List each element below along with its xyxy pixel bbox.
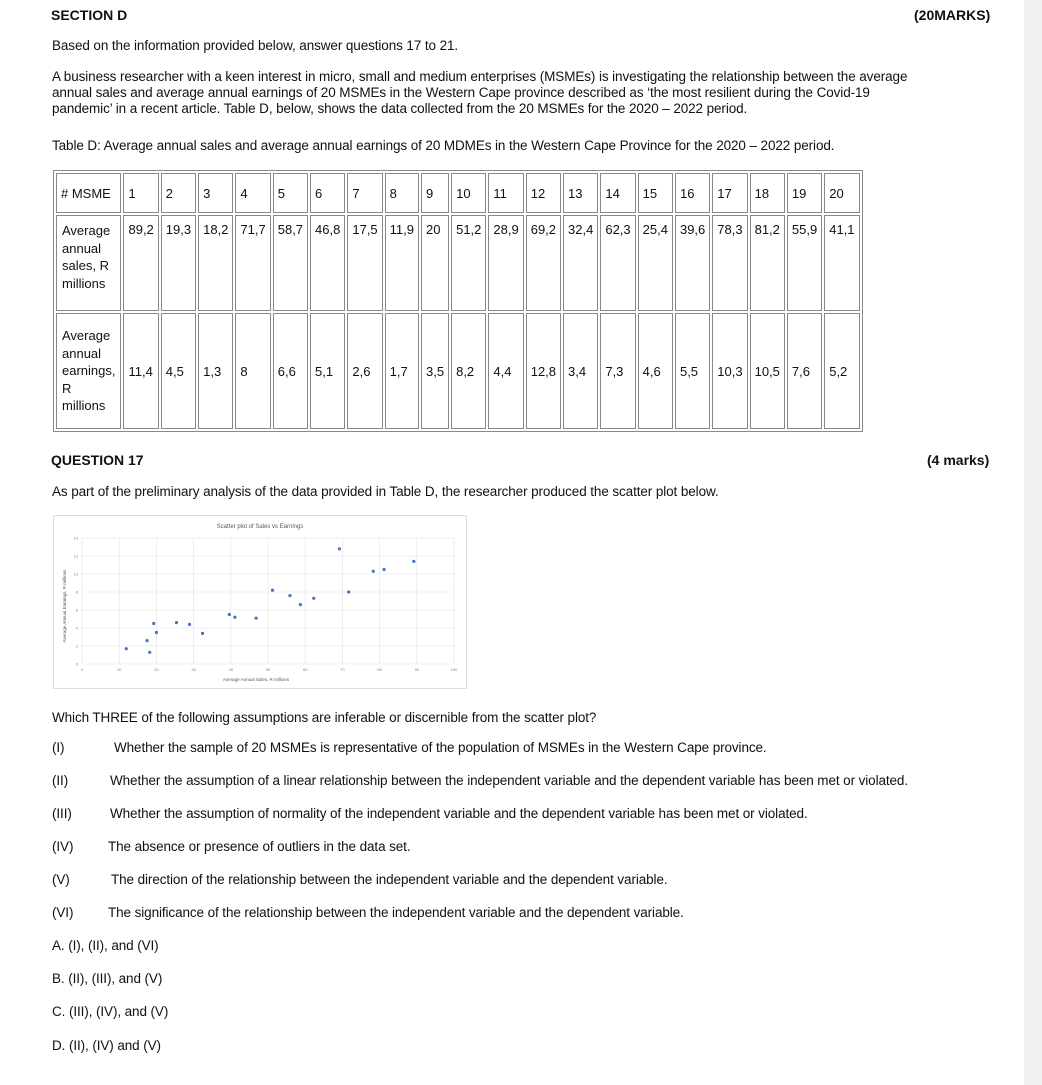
label-line: annual (62, 240, 102, 256)
id-cell: 12 (526, 173, 561, 213)
label-line: Average (62, 223, 111, 238)
y-tick-label: 8 (75, 589, 78, 595)
earnings-cell: 3,5 (421, 313, 449, 429)
sales-cell: 81,2 (750, 215, 785, 311)
scatter-point (372, 570, 375, 573)
chart-x-axis-label: Average Annual Sales, R millions (222, 677, 290, 682)
sales-cell: 39,6 (675, 215, 710, 311)
sales-cell: 11,9 (385, 215, 419, 311)
item-text: Whether the sample of 20 MSMEs is representative of the population of MSMEs in the Western Cape province. (114, 740, 767, 755)
scatter-point (175, 621, 178, 624)
label-line: millions (62, 275, 106, 291)
header-label-cell (56, 173, 121, 213)
scatter-point (254, 617, 257, 620)
id-cell: 2 (161, 173, 196, 213)
id-cell: 7 (347, 173, 382, 213)
header-label: # MSME (61, 185, 111, 201)
label-line: annual (62, 345, 102, 361)
sales-cell: 58,7 (273, 215, 308, 311)
section-marks: (20MARKS) (914, 7, 991, 23)
scatter-chart (53, 515, 467, 689)
earnings-cell: 5,1 (310, 313, 345, 429)
x-tick-label: 10 (116, 667, 122, 672)
sales-cell: 55,9 (787, 215, 822, 311)
scatter-point (299, 603, 302, 606)
sales-cell: 69,2 (526, 215, 561, 311)
sales-cell: 25,4 (638, 215, 673, 311)
earnings-row (56, 313, 860, 429)
item-num: (III) (52, 806, 72, 821)
id-cell: 5 (273, 173, 308, 213)
earnings-cell: 4,5 (161, 313, 196, 429)
scatter-point (152, 622, 155, 625)
question-title: QUESTION 17 (51, 452, 144, 468)
scatter-point (201, 632, 204, 635)
sales-cell: 46,8 (310, 215, 345, 311)
id-cell: 9 (421, 173, 449, 213)
scatter-point (233, 616, 236, 619)
answer-option-c[interactable]: C. (III), (IV), and (V) (52, 1004, 169, 1019)
id-cell: 4 (235, 173, 270, 213)
table-caption: Table D: Average annual sales and average annual earnings of 20 MDMEs in the Western Cape Province for the 2020 – 2022 period. (52, 138, 835, 153)
scatter-point (412, 560, 415, 563)
y-tick-label: 12 (73, 553, 78, 559)
earnings-cell: 1,3 (198, 313, 233, 429)
scatter-plot-svg (54, 516, 466, 688)
context-line: pandemic’ in a recent article. Table D, below, shows the data collected from the 20 MSMEs for the 2020 – 2022 period. (52, 101, 748, 116)
y-tick-label: 0 (75, 661, 78, 667)
earnings-cell: 5,5 (675, 313, 710, 429)
earnings-cell: 2,6 (347, 313, 382, 429)
context-paragraph (52, 69, 907, 117)
x-tick-label: 0 (80, 667, 84, 672)
y-tick-label: 6 (75, 607, 78, 613)
sales-cell: 89,2 (123, 215, 158, 311)
sales-cell: 20 (421, 215, 449, 311)
y-tick-label: 14 (73, 535, 78, 541)
sales-cell: 71,7 (235, 215, 270, 311)
scatter-point (188, 623, 191, 626)
table-header-row (56, 173, 860, 213)
sales-cell: 51,2 (451, 215, 486, 311)
scatter-point (155, 631, 158, 634)
x-tick-label: 70 (340, 667, 345, 672)
sales-cell: 41,1 (824, 215, 859, 311)
id-cell: 3 (198, 173, 233, 213)
scatter-point (312, 597, 315, 600)
x-tick-label: 40 (228, 667, 234, 672)
sales-label-cell (56, 215, 121, 311)
question-text: As part of the preliminary analysis of the data provided in Table D, the researcher produced the scatter plot below. (52, 484, 719, 499)
earnings-cell: 7,6 (787, 313, 822, 429)
earnings-cell: 8 (235, 313, 270, 429)
scatter-point (148, 651, 151, 654)
id-cell: 18 (750, 173, 785, 213)
item-num: (I) (52, 740, 65, 755)
label-line: R (62, 380, 72, 396)
x-tick-label: 90 (414, 667, 420, 672)
scatter-point (338, 547, 341, 550)
intro-text: Based on the information provided below, answer questions 17 to 21. (52, 38, 459, 53)
id-cell: 6 (310, 173, 345, 213)
scatter-point (146, 639, 149, 642)
earnings-label-cell (56, 313, 121, 429)
scatter-point (382, 568, 385, 571)
y-tick-label: 2 (75, 643, 78, 649)
x-tick-label: 20 (154, 667, 159, 672)
id-cell: 11 (488, 173, 523, 213)
id-cell: 10 (451, 173, 486, 213)
id-cell: 15 (638, 173, 673, 213)
question-prompt: Which THREE of the following assumptions are inferable or discernible from the scatter plot? (52, 710, 597, 725)
earnings-cell: 4,4 (488, 313, 523, 429)
section-title: SECTION D (51, 7, 128, 23)
earnings-cell: 4,6 (638, 313, 673, 429)
earnings-cell: 3,4 (563, 313, 598, 429)
sales-row (56, 215, 860, 311)
answer-option-d[interactable]: D. (II), (IV) and (V) (52, 1038, 161, 1053)
label-line: earnings, (62, 363, 116, 379)
earnings-cell: 1,7 (385, 313, 419, 429)
sales-cell: 62,3 (600, 215, 635, 311)
id-cell: 19 (787, 173, 822, 213)
item-text: The absence or presence of outliers in the data set. (108, 839, 411, 854)
earnings-cell: 10,5 (750, 313, 785, 429)
x-tick-label: 60 (302, 667, 308, 672)
id-cell: 20 (824, 173, 859, 213)
item-num: (IV) (52, 839, 74, 854)
id-cell: 13 (563, 173, 598, 213)
item-num: (V) (52, 872, 70, 887)
x-tick-label: 30 (191, 667, 196, 672)
earnings-cell: 8,2 (451, 313, 486, 429)
chart-y-axis-label: Average Annual Earnings, R millions (62, 569, 67, 643)
scatter-point (228, 613, 231, 616)
answer-option-b[interactable]: B. (II), (III), and (V) (52, 971, 163, 986)
scatter-point (288, 594, 291, 597)
label-line: millions (62, 398, 106, 414)
y-tick-label: 10 (73, 571, 78, 577)
context-line: A business researcher with a keen interest in micro, small and medium enterprises (MSMEs) is investigating the relationship between the average (52, 69, 908, 84)
item-text: Whether the assumption of a linear relationship between the independent variable and the dependent variable has been met or violated. (110, 773, 908, 788)
earnings-cell: 6,6 (273, 313, 308, 429)
context-line: annual sales and average annual earnings of 20 MSMEs in the Western Cape province described as ‘the most resilient during the Covid-19 (52, 85, 870, 100)
chart-title: Scatter plot of Sales vs Earnings (216, 524, 304, 530)
label-line: sales, R (62, 258, 109, 273)
id-cell: 16 (675, 173, 710, 213)
chart-points (125, 547, 416, 654)
chart-grid (82, 538, 454, 664)
earnings-cell: 7,3 (600, 313, 635, 429)
item-num: (II) (52, 773, 69, 788)
x-tick-label: 50 (265, 667, 271, 672)
scatter-point (271, 589, 274, 592)
label-line: Average (62, 328, 111, 344)
sales-cell: 18,2 (198, 215, 233, 311)
earnings-cell: 12,8 (526, 313, 561, 429)
item-text: The significance of the relationship between the independent variable and the dependent variable. (108, 905, 684, 920)
id-cell: 14 (600, 173, 635, 213)
sales-cell: 28,9 (488, 215, 523, 311)
x-tick-label: 100 (450, 667, 458, 672)
x-tick-label: 80 (377, 667, 382, 672)
sales-cell: 32,4 (563, 215, 598, 311)
item-text: Whether the assumption of normality of the independent variable and the dependent variable has been met or violated. (110, 806, 808, 821)
earnings-cell: 10,3 (712, 313, 747, 429)
item-num: (VI) (52, 905, 74, 920)
sales-cell: 19,3 (161, 215, 196, 311)
sales-cell: 78,3 (712, 215, 747, 311)
earnings-cell: 11,4 (123, 313, 158, 429)
id-cell: 17 (712, 173, 747, 213)
sales-cell: 17,5 (347, 215, 382, 311)
answer-option-a[interactable]: A. (I), (II), and (VI) (52, 938, 159, 953)
id-cell: 8 (385, 173, 419, 213)
scatter-point (347, 590, 350, 593)
scatter-point (125, 647, 128, 650)
y-tick-label: 4 (75, 625, 78, 631)
data-table (53, 170, 863, 432)
item-text: The direction of the relationship between the independent variable and the dependent variable. (111, 872, 668, 887)
id-cell: 1 (123, 173, 158, 213)
earnings-cell: 5,2 (824, 313, 859, 429)
question-marks: (4 marks) (927, 452, 990, 468)
